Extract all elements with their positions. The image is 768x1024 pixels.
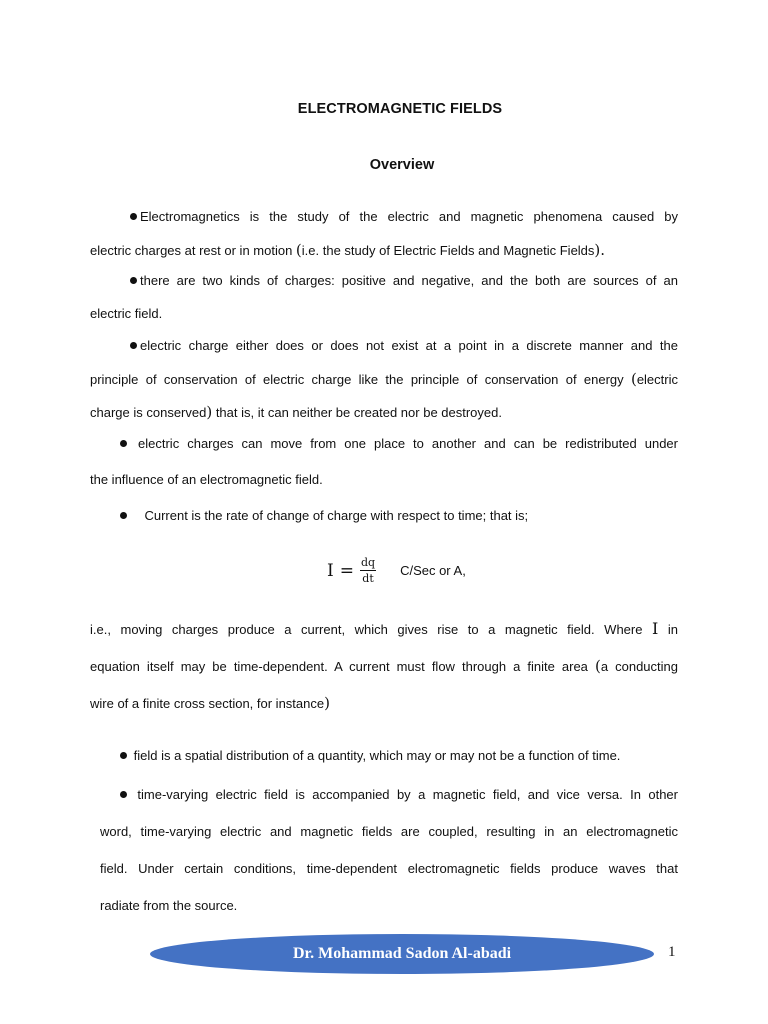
footer-author: Dr. Mohammad Sadon Al-abadi xyxy=(292,945,512,962)
formula-units: C/Sec or A, xyxy=(400,563,466,578)
paragraph-conservation xyxy=(90,330,678,430)
bullet-icon xyxy=(120,752,127,759)
bullet-icon xyxy=(120,512,127,519)
paren: ). xyxy=(594,240,606,259)
bullet-icon xyxy=(130,277,137,284)
text-line: electric charges at rest or in motion xyxy=(90,242,296,258)
formula-numerator: dq xyxy=(360,556,376,569)
text-line: field. Under certain conditions, time-dependent electromagnetic fields produce waves that xyxy=(100,861,678,876)
text-line: word, time-varying electric and magnetic fields are coupled, resulting in an electromagnetic xyxy=(100,824,678,839)
text-line: electric xyxy=(636,371,678,387)
document-title: ELECTROMAGNETIC FIELDS xyxy=(297,101,503,117)
paragraph-time-varying xyxy=(100,776,678,924)
text-line: electric charges can move from one place to another and can be redistributed under xyxy=(138,436,678,451)
text-line: equation itself may be time-dependent. A current must flow through a finite area xyxy=(90,659,595,674)
paren: ) xyxy=(206,403,213,421)
page-number: 1 xyxy=(668,944,676,960)
text-line: Electromagnetics is the study of the electric and magnetic phenomena caused by xyxy=(140,209,678,224)
formula-fraction xyxy=(360,556,376,585)
current-symbol: I xyxy=(652,619,659,638)
formula-denominator: dt xyxy=(362,572,374,585)
paren: ( xyxy=(630,369,637,388)
section-heading: Overview xyxy=(369,157,435,173)
text-line: wire of a finite cross section, for instance xyxy=(90,696,325,711)
text-line: radiate from the source. xyxy=(100,898,238,913)
bullet-icon xyxy=(120,440,127,447)
text-line: the influence of an electromagnetic field. xyxy=(90,472,323,487)
paragraph-moving-charges xyxy=(90,610,678,722)
text-line: field is a spatial distribution of a quantity, which may or may not be a function of time. xyxy=(133,748,621,763)
paragraph-electromagnetics xyxy=(90,201,678,267)
paragraph-redistribution xyxy=(90,426,678,498)
paren: ( xyxy=(295,240,302,259)
text-line: in xyxy=(658,622,678,637)
paragraph-field-definition xyxy=(90,740,678,773)
paren: ( xyxy=(594,657,601,675)
bullet-icon xyxy=(120,791,127,798)
text-line: electric charge either does or does not exist at a point in a discrete manner and the xyxy=(140,338,678,353)
text-line: i.e. the study of Electric Fields and Magnetic Fields xyxy=(301,242,595,258)
current-formula xyxy=(327,556,466,585)
paragraph-charges xyxy=(90,265,678,330)
text-line: Current is the rate of change of charge with respect to time; that is; xyxy=(144,508,529,523)
text-line: charge is conserved xyxy=(90,405,207,420)
text-line: that is, it can neither be created nor be destroyed. xyxy=(212,405,502,420)
paragraph-current xyxy=(90,500,678,533)
text-line: a conducting xyxy=(600,659,678,674)
text-line: time-varying electric field is accompanied by a magnetic field, and vice versa. In other xyxy=(137,787,678,802)
paren: ) xyxy=(324,694,330,712)
bullet-icon xyxy=(130,342,137,349)
formula-lhs: I xyxy=(327,560,334,581)
text-line: electric field. xyxy=(90,305,163,321)
text-line: i.e., moving charges produce a current, which gives rise to a magnetic field. Where xyxy=(90,622,653,637)
bullet-icon xyxy=(130,213,137,220)
text-line: there are two kinds of charges: positive and negative, and the both are sources of an xyxy=(140,273,678,288)
formula-equals: = xyxy=(339,560,354,581)
text-line: principle of conservation of electric charge like the principle of conservation of energy xyxy=(90,371,631,387)
